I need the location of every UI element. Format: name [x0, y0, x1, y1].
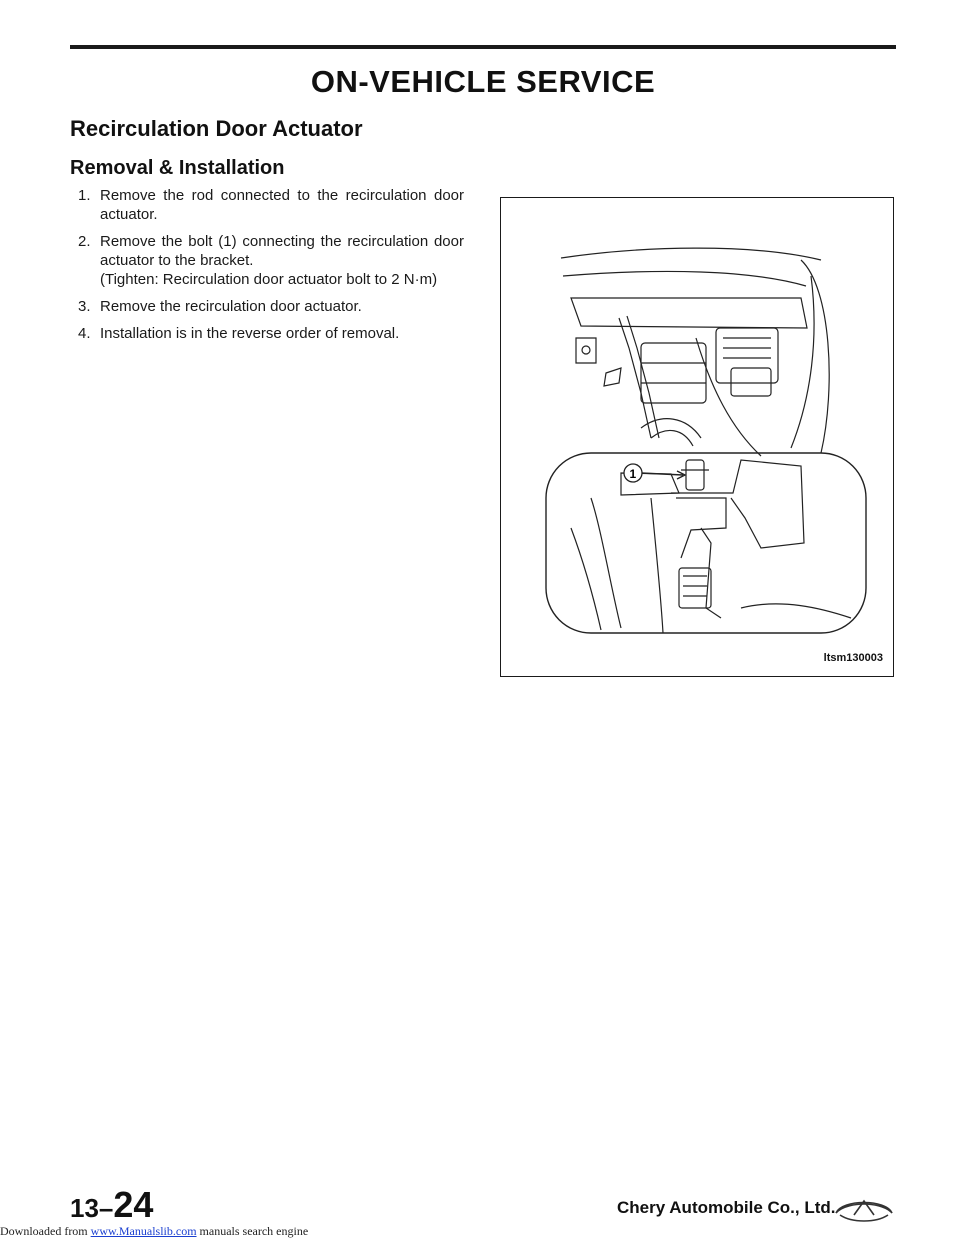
torque-spec: (Tighten: Recirculation door actuator bolt to 2 N·m) [100, 271, 438, 288]
download-footer [0, 1224, 308, 1239]
upper-bracket [571, 298, 807, 328]
figure-id: ltsm130003 [823, 652, 883, 664]
page-count: 24 [113, 1184, 154, 1225]
step-3 [78, 297, 464, 316]
callout-leader [641, 473, 683, 475]
chapter-number: 13– [70, 1193, 114, 1223]
page-title: ON-VEHICLE SERVICE [310, 64, 656, 99]
step-number: 1. [78, 187, 91, 204]
footer-prefix: Downloaded from [0, 1224, 91, 1238]
step-number: 2. [78, 233, 91, 250]
step-number: 4. [78, 325, 91, 342]
step-text: Remove the rod connected to the recirculation door actuator. [100, 187, 464, 223]
page-number [70, 1184, 153, 1226]
step-number: 3. [78, 298, 91, 315]
step-4 [78, 324, 464, 343]
line-drawing [501, 198, 895, 678]
callout-number: 1 [629, 467, 637, 481]
step-text: Remove the bolt (1) connecting the recirculation door actuator to the bracket. [100, 233, 464, 269]
step-text: Installation is in the reverse order of removal. [100, 325, 400, 342]
blower-unit [716, 328, 778, 383]
manualslib-link[interactable]: www.Manualslib.com [90, 1224, 197, 1238]
rod [619, 318, 651, 438]
footer-suffix: manuals search engine [196, 1224, 309, 1238]
section-title: Recirculation Door Actuator [70, 116, 363, 141]
chery-logo [832, 1193, 896, 1233]
dash-edge [561, 248, 821, 260]
header-rule [70, 45, 896, 49]
procedure-steps [78, 186, 464, 351]
bolt-1 [686, 460, 704, 490]
step-text: Remove the recirculation door actuator. [100, 298, 362, 315]
company-name: Chery Automobile Co., Ltd. [617, 1198, 836, 1217]
step-1 [78, 186, 464, 224]
subsection-title: Removal & Installation [70, 157, 285, 179]
step-2 [78, 232, 464, 289]
actuator-upper [641, 343, 706, 403]
actuator-illustration [500, 197, 894, 677]
